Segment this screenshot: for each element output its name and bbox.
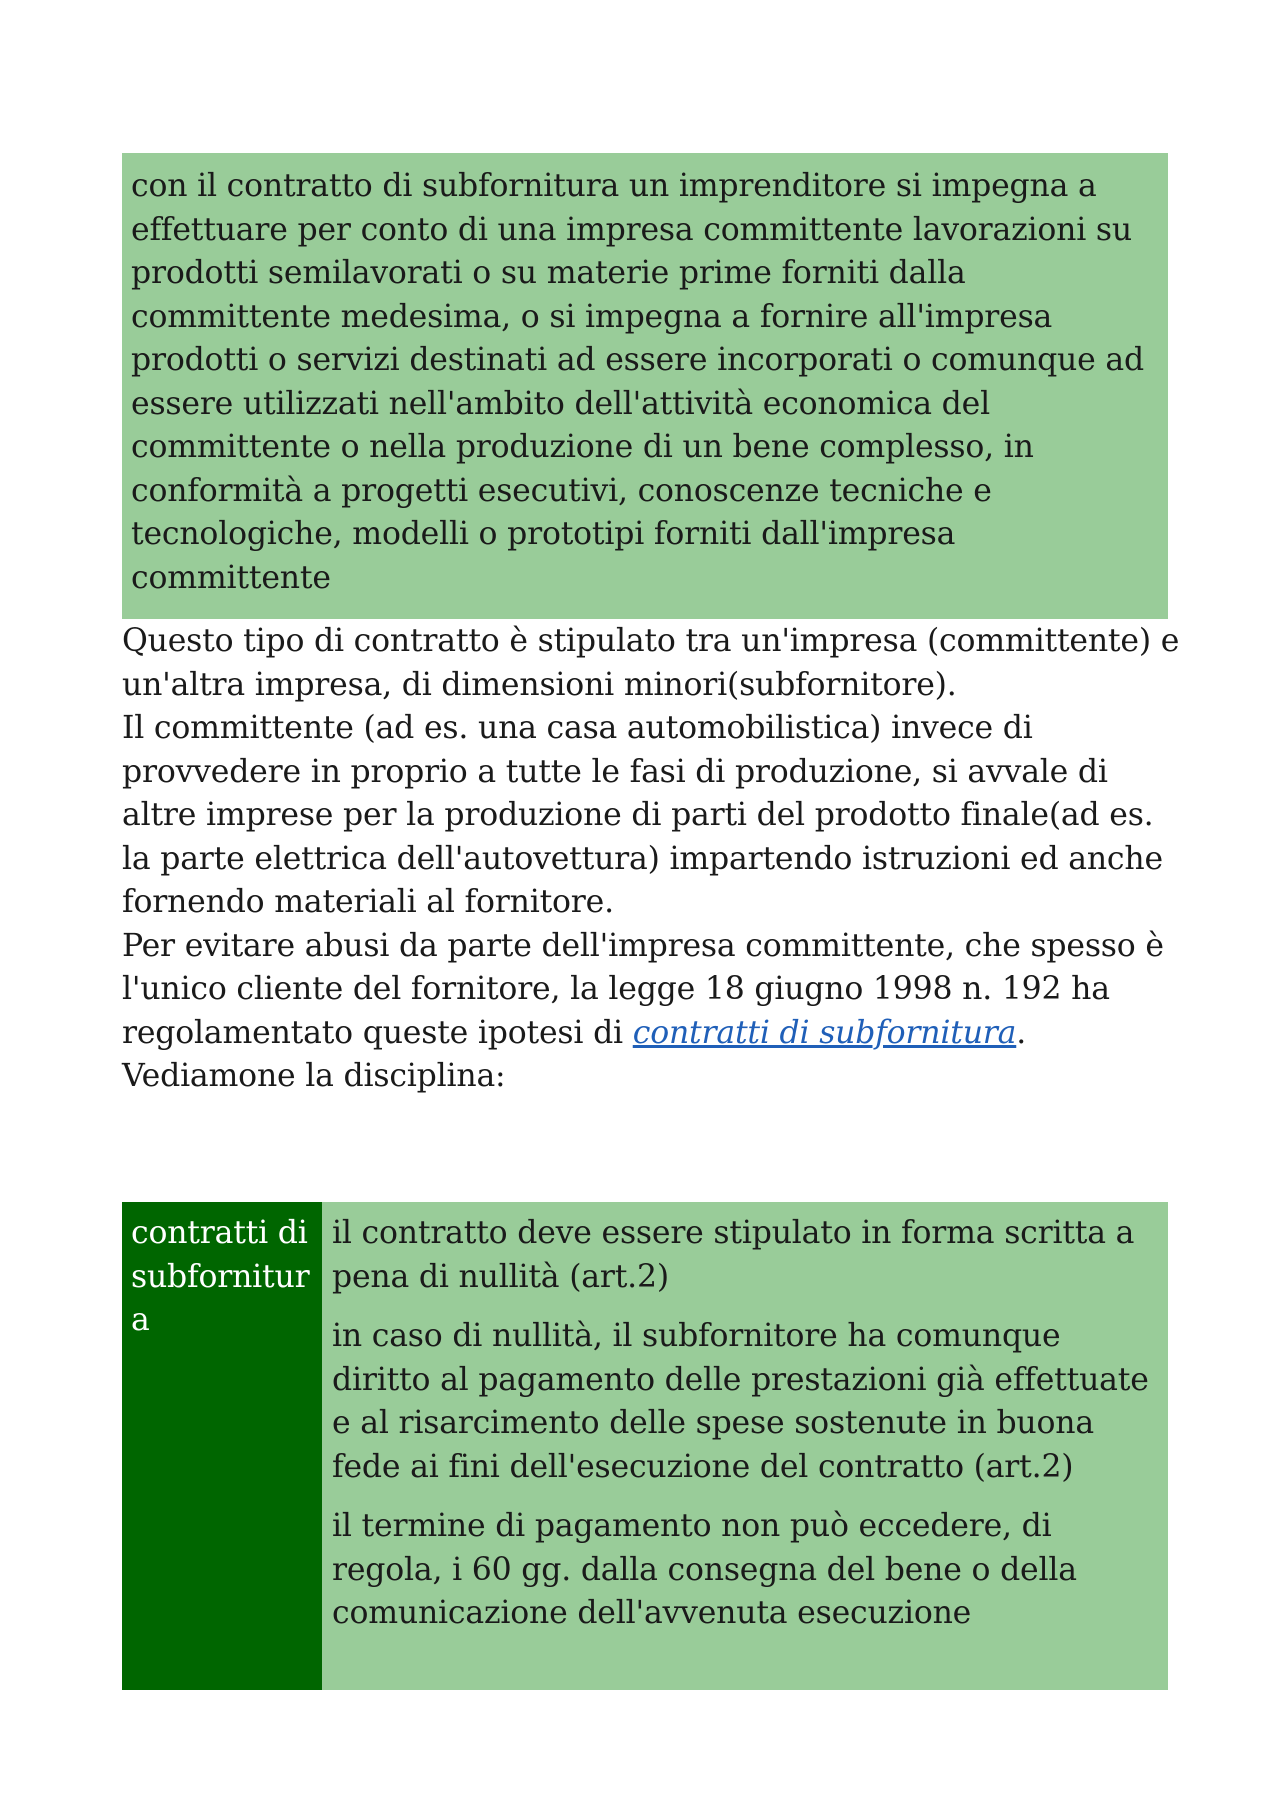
paragraph-law-text: Per evitare abusi da parte dell'impresa committente, che spesso è l'unico cliente del fornitore, la legge 18 giugno 1998 n. 192 ha regolamentato queste ipotesi di [122,927,1164,1051]
table-rules-cell [322,1202,1168,1690]
rule-written-form: il contratto deve essere stipulato in forma scritta a pena di nullità (art.2) [332,1215,1135,1295]
paragraph-law [122,925,1182,1099]
definition-text: con il contratto di subfornitura un imprenditore si impegna a effettuare per conto di una impresa committente lavorazioni su prodotti semilavorati o su materie prime forniti dalla committente medesima, o si impegna a fornire all'impresa prodotti o servizi destinati ad essere incorporati o comunque ad essere utilizzati nell'ambito dell'attività economica del committente o nella produzione di un bene complesso, in conformità a progetti esecutivi, conoscenze tecniche e tecnologiche, modelli o prototipi forniti dall'impresa committente [131,168,1144,596]
paragraph-parties: Questo tipo di contratto è stipulato tra un'impresa (committente) e un'altra impresa, di dimensioni minori(subfornitore). [122,623,1180,703]
body-text [122,620,1182,1099]
paragraph-committente: Il committente (ad es. una casa automobilistica) invece di provvedere in proprio a tutte le fasi di produzione, si avvale di altre imprese per la produzione di parti del prodotto finale(ad es. la parte elettrica dell'autovettura) impartendo istruzioni ed anche fornendo materiali al fornitore. [122,710,1163,920]
discipline-table [122,1202,1168,1690]
definition-box [122,153,1168,619]
paragraph-law-tail: . Vediamone la disciplina: [122,1014,1027,1094]
table-header-label: contratti di subfornitura [131,1215,310,1338]
table-header-cell [122,1202,322,1690]
subfornitura-link[interactable]: contratti di subfornitura [632,1014,1017,1051]
rule-payment-term: il termine di pagamento non può eccedere, di regola, i 60 gg. dalla consegna del bene o della comunicazione dell'avvenuta esecuzione [332,1508,1077,1631]
rule-nullity-payment: in caso di nullità, il subfornitore ha comunque diritto al pagamento delle prestazioni già effettuate e al risarcimento delle spese sostenute in buona fede ai fini dell'esecuzione del contratto (art.2) [332,1318,1149,1485]
